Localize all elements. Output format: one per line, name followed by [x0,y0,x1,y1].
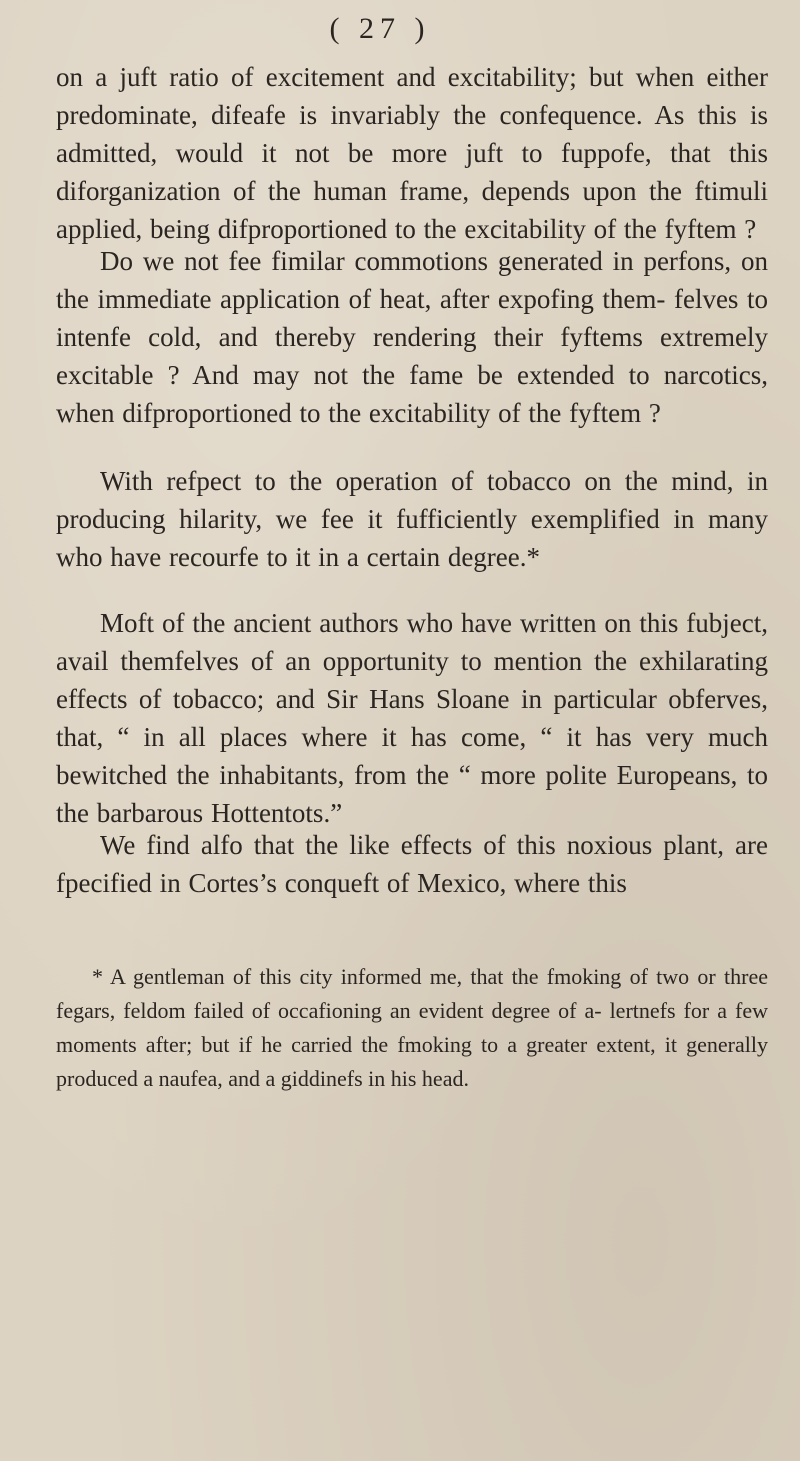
footnote [56,960,768,1096]
paragraph-text: We find alfo that the like effects of this noxious plant, are fpecified in Cortes’s conqueft of Mexico, where this [56,830,768,898]
paragraph-1 [56,58,768,248]
paragraph-text: on a juft ratio of excitement and excitability; but when either predominate, difeafe is invariably the confequence. As this is admitted, would it not be more juft to fuppofe, that this diforganization of the human frame, depends upon the ftimuli applied, being difproportioned to the excitability of the fyftem ? [56,62,768,244]
paragraph-text: Do we not fee fimilar commotions generated in perfons, on the immediate application of heat, after expofing them- felves to intenfe cold, and thereby rendering their fyftems extremely excitable ? And may not the fame be extended to narcotics, when difproportioned to the excitability of the fyftem ? [56,246,768,428]
paragraph-2 [56,242,768,432]
paragraph-5 [56,826,768,902]
paragraph-text: Moft of the ancient authors who have written on this fubject, avail themfelves of an opportunity to mention the exhilarating effects of tobacco; and Sir Hans Sloane in particular obferves, that, “ in all places where it has come, “ it has very much bewitched the inhabitants, from the “ more polite Europeans, to the barbarous Hottentots.” [56,608,768,828]
paragraph-text: With refpect to the operation of tobacco on the mind, in producing hilarity, we fee it fufficiently exemplified in many who have recourfe to it in a certain degree.* [56,466,768,572]
paragraph-3 [56,462,768,576]
footnote-text: * A gentleman of this city informed me, that the fmoking of two or three fegars, feldom failed of occafioning an evident degree of a- lertnefs for a few moments after; but if he carried the fmoking to a greater extent, it generally produced a naufea, and a giddinefs in his head. [56,964,768,1091]
paragraph-4 [56,604,768,832]
page-number: ( 27 ) [329,12,431,45]
